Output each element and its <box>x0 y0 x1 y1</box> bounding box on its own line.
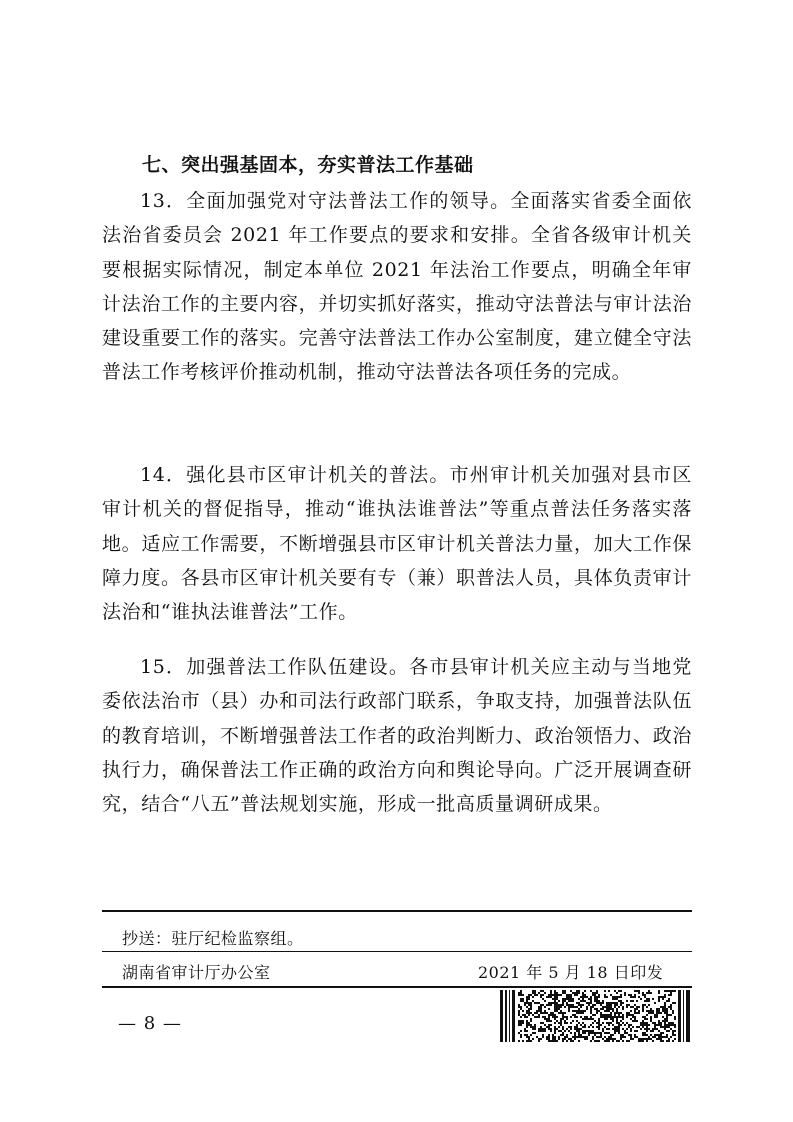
footer-middle-rule <box>102 951 692 952</box>
footer-top-rule <box>102 910 692 912</box>
paragraph-14: 14．强化县市区审计机关的普法。市州审计机关加强对县市区审计机关的督促指导，推动“谁执法谁普法”等重点普法任务落实落地。适应工作需要，不断增强县市区审计机关普法力量，加大工作保障力度。各县市区审计机关要有专（兼）职普法人员，具体负责审计法治和“谁执法谁普法”工作。 <box>102 464 692 624</box>
cc-line: 抄送：驻厅纪检监察组。 <box>122 929 304 948</box>
paragraph-15: 15．加强普法工作队伍建设。各市县审计机关应主动与当地党委依法治市（县）办和司法行政部门联系，争取支持，加强普法队伍的教育培训，不断增强普法工作者的政治判断力、政治领悟力、政治执行力，确保普法工作正确的政治方向和舆论导向。广泛开展调查研究，结合“八五”普法规划实施，形成一批高质量调研成果。 <box>102 656 692 816</box>
footer-bottom-rule <box>102 986 692 988</box>
barcode-icon <box>500 990 690 1042</box>
issuer-name: 湖南省审计厅办公室 <box>122 963 271 982</box>
paragraph-13: 13．全面加强党对守法普法工作的领导。全面落实省委全面依法治省委员会 2021 年工作要点的要求和安排。全省各级审计机关要根据实际情况，制定本单位 2021 年法治工作要点，明确全年审计法治工作的主要内容，并切实抓好落实，推动守法普法与审计法治建设重要工作的落实。完善守法普法工作办公室制度，建立健全守法普法工作考核评价推动机制，推动守法普法各项任务的完成。 <box>102 190 692 384</box>
print-date: 2021 年 5 月 18 日印发 <box>478 963 664 982</box>
page-number: — 8 — <box>118 1013 182 1034</box>
section-heading: 七、突出强基固本，夯实普法工作基础 <box>142 154 474 176</box>
